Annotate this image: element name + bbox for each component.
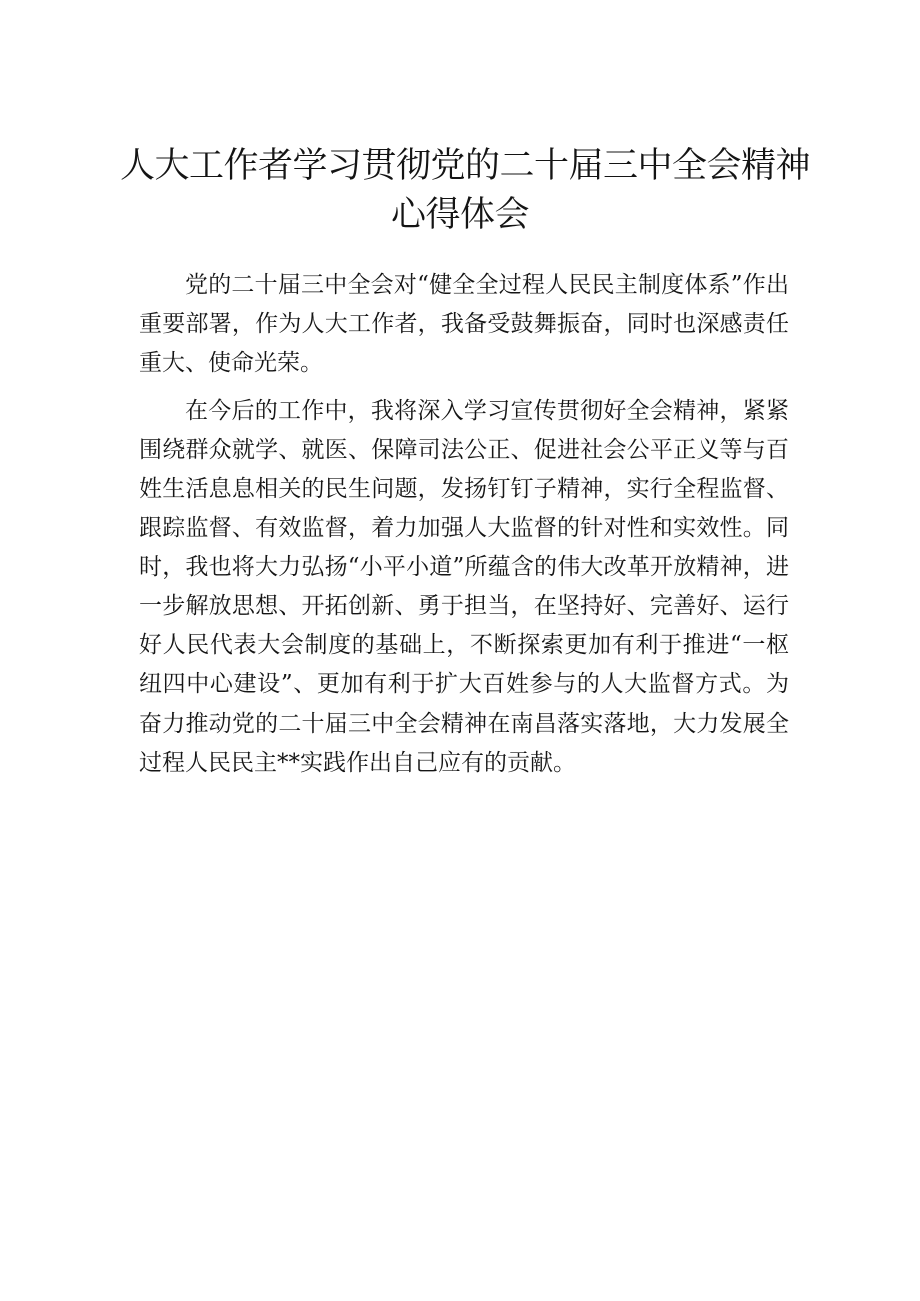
paragraph: 党的二十届三中全会对“健全全过程人民民主制度体系”作出重要部署，作为人大工作者，我备受鼓舞振奋，同时也深感责任重大、使命光荣。 [139, 272, 789, 377]
title-line-1: 人大工作者学习贯彻党的二十届三中全会精神 [120, 146, 811, 186]
document-title [120, 142, 811, 240]
title-line-2: 心得体会 [390, 195, 529, 235]
paragraph: 在今后的工作中，我将深入学习宣传贯彻好全会精神，紧紧围绕群众就学、就医、保障司法公正、促进社会公平正义等与百姓生活息息相关的民生问题，发扬钉钉子精神，实行全程监督、跟踪监督、有效监督，着力加强人大监督的针对性和实效性。同时，我也将大力弘扬“小平小道”所蕴含的伟大改革开放精神，进一步解放思想、开拓创新、勇于担当，在坚持好、完善好、运行好人民代表大会制度的基础上，不断探索更加有利于推进“一枢纽四中心建设”、更加有利于扩大百姓参与的人大监督方式。为奋力推动党的二十届三中全会精神在南昌落实落地，大力发展全过程人民民主**实践作出自己应有的贡献。 [139, 397, 789, 776]
document-body [139, 266, 789, 791]
